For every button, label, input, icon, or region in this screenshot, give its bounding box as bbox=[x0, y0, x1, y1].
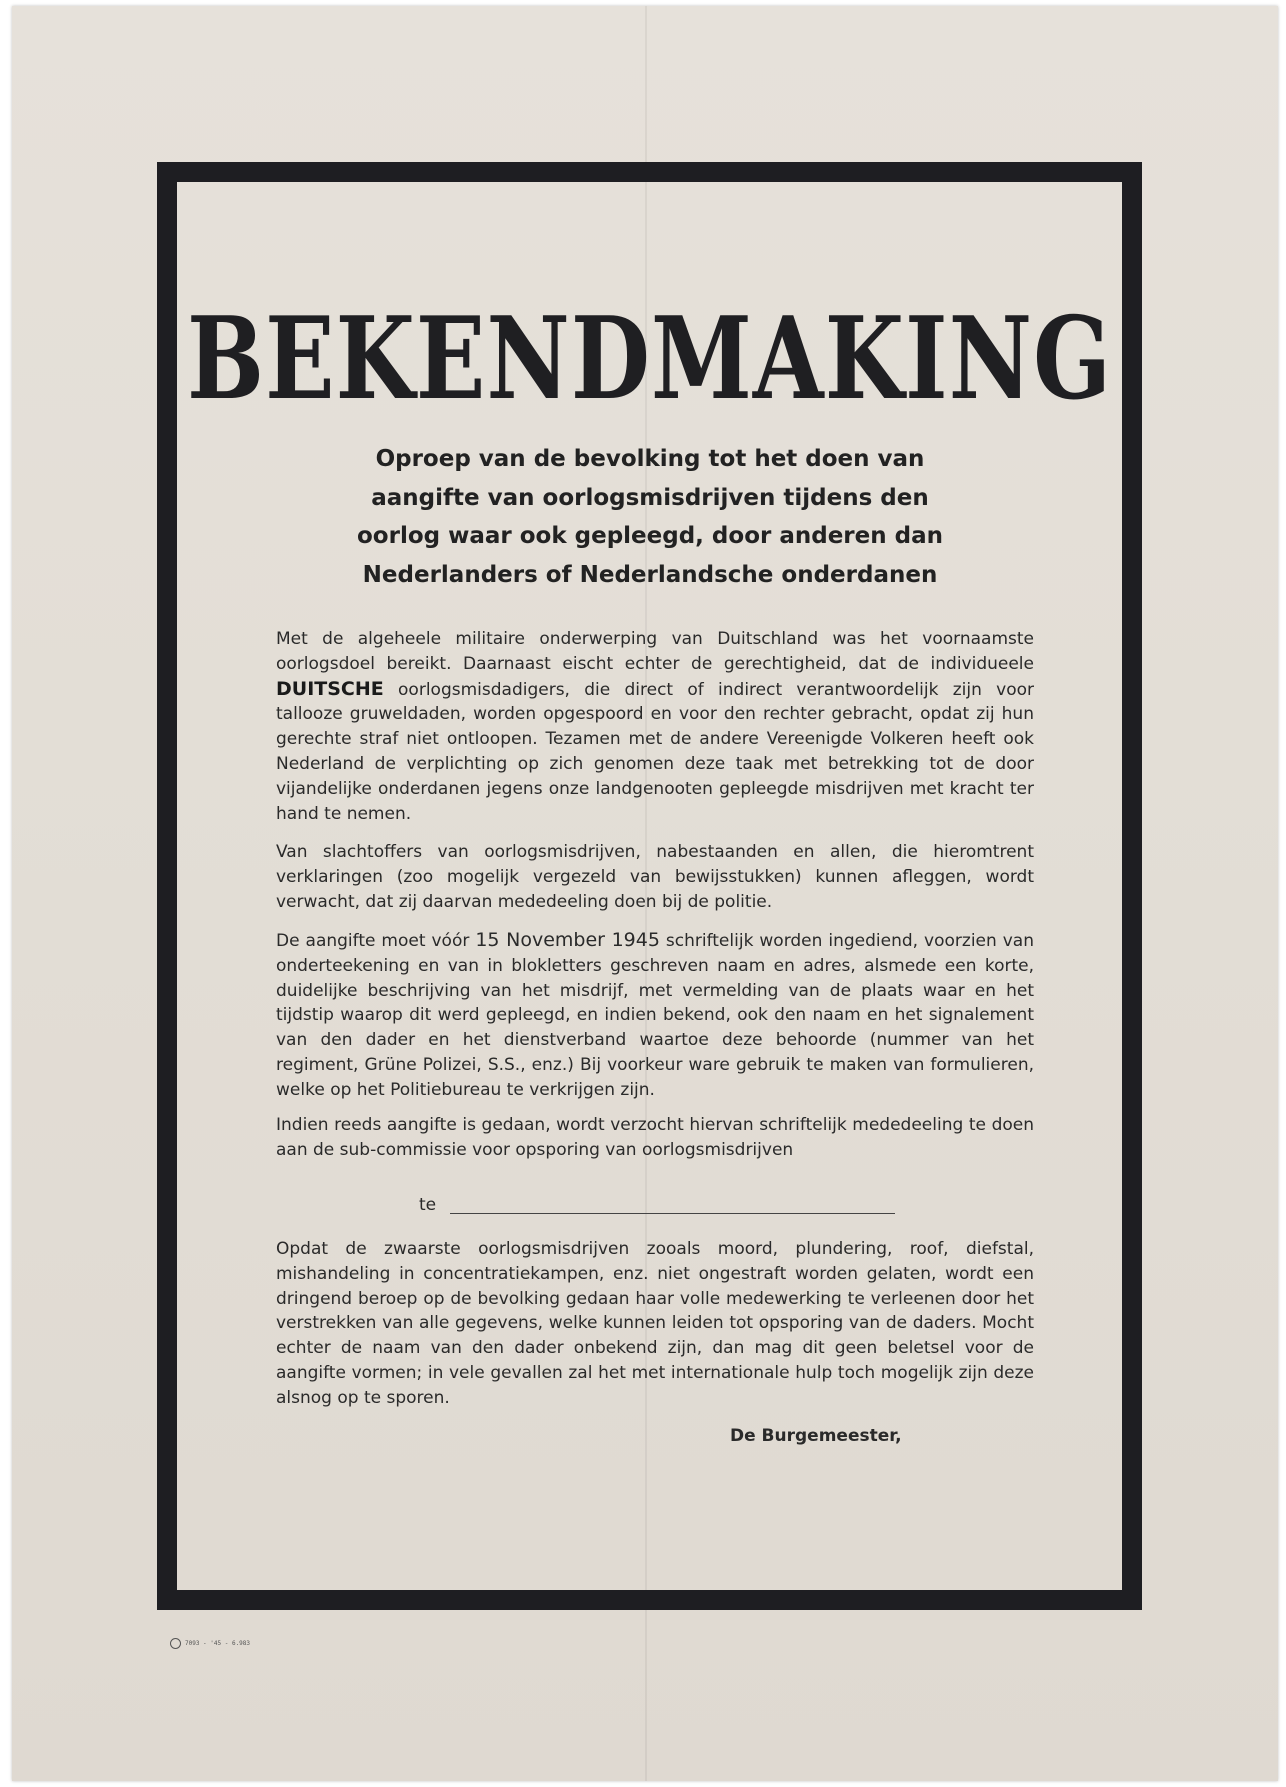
signature-burgemeester: De Burgemeester, bbox=[730, 1426, 902, 1446]
subtitle-line: aangifte van oorlogsmisdrijven tijdens den bbox=[371, 484, 929, 511]
deadline-date: 15 November 1945 bbox=[475, 929, 660, 951]
intro-text-b: oorlogsmisdadigers, die direct of indirect verantwoordelijk zijn voor tallooze gruweldaden, worden opgespoord en voor den rechter gebracht, opdat zij hun gerechte straf niet ontloopen. Tezamen met de andere Vereenigde Volkeren heeft ook Nederland de verplichting op zich genomen deze taak met betrekking tot de door vijandelijke onderdanen jegens onze landgenooten gepleegde misdrijven met kracht ter hand te nemen. bbox=[276, 679, 1034, 824]
printer-logo-icon bbox=[170, 1638, 181, 1649]
subtitle-line: Nederlanders of Nederlandsche onderdanen bbox=[362, 561, 938, 588]
poster-title: BEKENDMAKING bbox=[186, 292, 1113, 426]
paragraph-deadline bbox=[276, 928, 1034, 1103]
te-fill-line bbox=[450, 1213, 895, 1214]
deadline-text-b: schriftelijk worden ingediend, voorzien van onderteekening en van in blokletters geschreven naam en adres, alsmede een korte, duidelijke beschrijving van het misdrijf, met vermelding van de plaats waar en het tijdstip waarop dit werd gepleegd, en indien bekend, ook den naam en het signalement van den dader en het dienstverband waartoe deze behoorde (nummer van het regiment, Grüne Polizei, S.S., enz.) Bij voorkeur ware gebruik te maken van formulieren, welke op het Politiebureau te verkrijgen zijn. bbox=[276, 931, 1034, 1100]
intro-text-a: Met de algeheele militaire onderwerping van Duitschland was het voornaamste oorlogsdoel bereikt. Daarnaast eischt echter de gerechtigheid, dat de individueele bbox=[276, 629, 1034, 674]
paragraph-appeal: Opdat de zwaarste oorlogsmisdrijven zooals moord, plundering, roof, diefstal, mishandeling in concentratiekampen, enz. niet ongestraft worden gelaten, wordt een dringend beroep op de bevolking gedaan haar volle medewerking te verleenen door het verstrekken van alle gegevens, welke kunnen leiden tot opsporing van de daders. Mocht echter de naam van den dader onbekend zijn, dan mag dit geen beletsel voor de aangifte vormen; in vele gevallen zal het met internationale hulp toch mogelijk zijn deze alsnog op te sporen. bbox=[276, 1239, 1034, 1408]
subtitle-line: Oproep van de bevolking tot het doen van bbox=[375, 446, 925, 472]
deadline-text-a: De aangifte moet vóór bbox=[276, 931, 476, 951]
paragraph-intro bbox=[276, 627, 1034, 826]
poster-subtitle bbox=[250, 440, 1050, 594]
subtitle-line: oorlog waar ook gepleegd, door anderen dan bbox=[357, 523, 943, 549]
printer-mark bbox=[170, 1638, 250, 1649]
duitsche-emphasis: DUITSCHE bbox=[276, 677, 384, 700]
paragraph-already-reported: Indien reeds aangifte is gedaan, wordt verzocht hiervan schriftelijk mededeeling te doen aan de sub-commissie voor opsporing van oorlogsmisdrijven bbox=[276, 1115, 1034, 1160]
te-label: te bbox=[419, 1195, 437, 1215]
paragraph-victims: Van slachtoffers van oorlogsmisdrijven, nabestaanden en allen, die hieromtrent verklaringen (zoo mogelijk vergezeld van bewijsstukken) kunnen afleggen, wordt verwacht, dat zij daarvan mededeeling doen bij de politie. bbox=[276, 842, 1034, 912]
print-code: 7093 - '45 - 6.983 bbox=[185, 1640, 251, 1647]
